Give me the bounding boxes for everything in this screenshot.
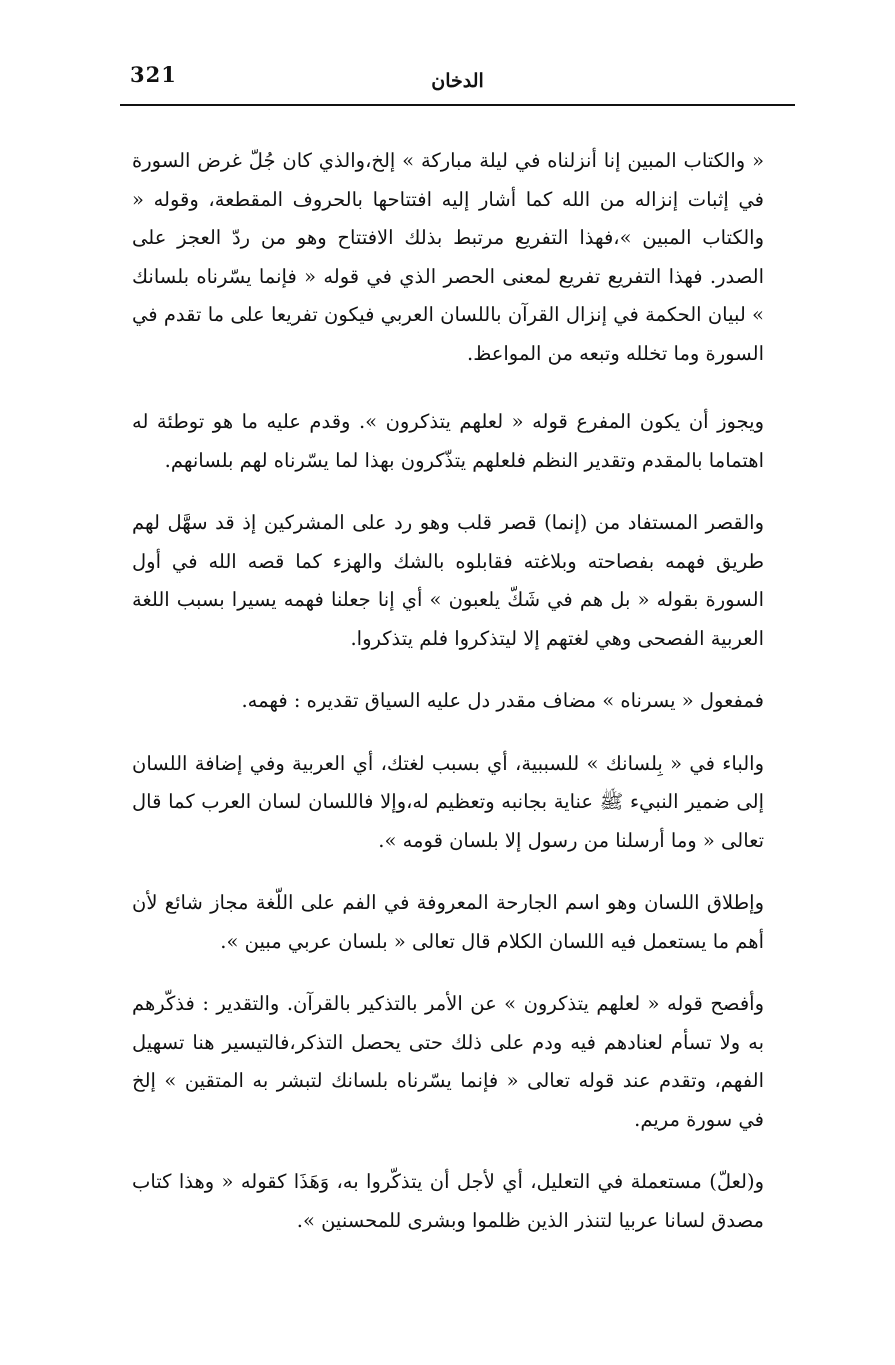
page-header [120, 60, 795, 100]
page-number: 321 [130, 62, 177, 87]
paragraph: وأفصح قوله « لعلهم يتذكرون » عن الأمر بالتذكير بالقرآن. والتقدير : فذكّرهم به ولا تسأم لعنادهم فيه ودم على ذلك حتى يحصل التذكر،فالتيسير هنا تسهيل الفهم، وتقدم عند قوله تعالى « فإنما يسّرناه بلسانك لتبشر به المتقين » إلخ في سورة مريم. [132, 992, 764, 1131]
body-text [132, 142, 764, 1264]
header-divider [120, 104, 795, 106]
paragraph: وإطلاق اللسان وهو اسم الجارحة المعروفة في الفم على اللّغة مجاز شائع لأن أهم ما يستعمل فيه اللسان الكلام قال تعالى « بلسان عربي مبين ». [132, 891, 764, 953]
paragraph: فمفعول « يسرناه » مضاف مقدر دل عليه السياق تقديره : فهمه. [241, 689, 764, 712]
paragraph: و(لعلّ) مستعملة في التعليل، أي لأجل أن يتذكّروا به، وَهَذَا كقوله « وهذا كتاب مصدق لسانا عربيا لتنذر الذين ظلموا وبشرى للمحسنين ». [132, 1170, 764, 1232]
running-title: الدخان [431, 70, 484, 92]
paragraph: « والكتاب المبين إنا أنزلناه في ليلة مباركة » إلخ،والذي كان جُلّ غرض السورة في إثبات إنزاله من الله كما أشار إليه افتتاحها بالحروف المقطعة، وقوله « والكتاب المبين »،فهذا التفريع مرتبط بذلك الافتتاح وهو من ردّ العجز على الصدر. فهذا التفريع تفريع لمعنى الحصر الذي في قوله « فإنما يسّرناه بلسانك » لبيان الحكمة في إنزال القرآن باللسان العربي فيكون تفريعا على ما تقدم في السورة وما تخلله وتبعه من المواعظ. [132, 149, 764, 365]
paragraph: ويجوز أن يكون المفرع قوله « لعلهم يتذكرون ». وقدم عليه ما هو توطئة له اهتماما بالمقدم وتقدير النظم فلعلهم يتذّكرون بهذا لما يسّرناه لهم بلسانهم. [132, 410, 764, 472]
paragraph: والقصر المستفاد من (إنما) قصر قلب وهو رد على المشركين إذ قد سهَّل لهم طريق فهمه بفصاحته وبلاغته فقابلوه بالشك والهزء كما قصه الله في أول السورة بقوله « بل هم في شَكّ يلعبون » أي إنا جعلنا فهمه يسيرا بسبب اللغة العربية الفصحى وهي لغتهم إلا ليتذكروا فلم يتذكروا. [132, 511, 764, 650]
paragraph: والباء في « بِلسانك » للسببية، أي بسبب لغتك، أي العربية وفي إضافة اللسان إلى ضمير النبيء ﷺ عناية بجانبه وتعظيم له،وإلا فاللسان لسان العرب كما قال تعالى « وما أرسلنا من رسول إلا بلسان قومه ». [132, 751, 764, 852]
